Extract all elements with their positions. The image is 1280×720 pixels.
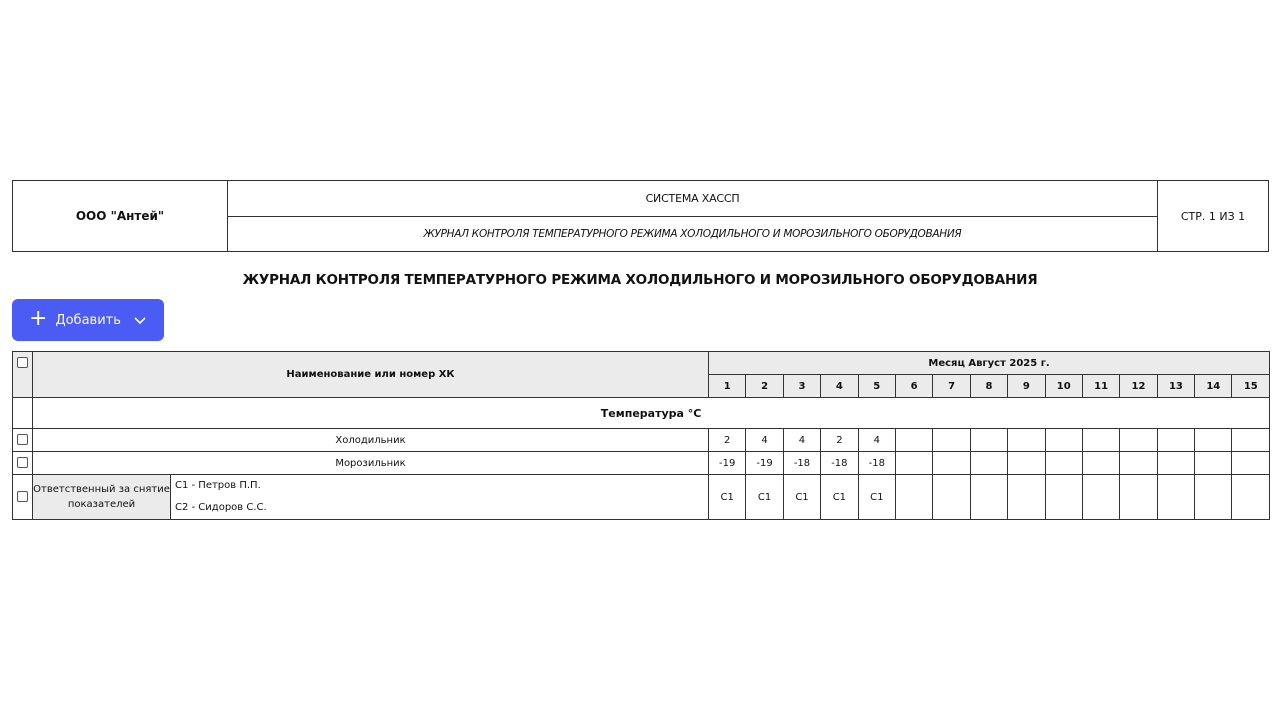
select-all-checkbox[interactable]	[17, 357, 28, 368]
responsible-persons	[171, 475, 709, 520]
day-header: 7	[933, 375, 970, 398]
value-cell[interactable]: -19	[746, 452, 783, 475]
value-cell[interactable]: -19	[709, 452, 746, 475]
add-button[interactable]	[12, 299, 164, 341]
value-cell[interactable]: 2	[821, 429, 858, 452]
value-cell[interactable]	[1008, 452, 1045, 475]
value-cell[interactable]: 4	[746, 429, 783, 452]
value-cell[interactable]	[933, 475, 970, 520]
day-header: 2	[746, 375, 783, 398]
day-header: 11	[1082, 375, 1119, 398]
select-all-checkbox-cell	[13, 352, 33, 398]
organization-name: ООО "Антей"	[13, 181, 228, 252]
value-cell[interactable]	[895, 475, 932, 520]
day-header: 14	[1195, 375, 1232, 398]
table-row	[13, 452, 1270, 475]
value-cell[interactable]: С1	[858, 475, 895, 520]
value-cell[interactable]: -18	[858, 452, 895, 475]
add-button-label: Добавить	[55, 312, 121, 328]
value-cell[interactable]	[1120, 475, 1157, 520]
value-cell[interactable]	[970, 429, 1007, 452]
section-spacer	[13, 398, 33, 429]
page-title: ЖУРНАЛ КОНТРОЛЯ ТЕМПЕРАТУРНОГО РЕЖИМА ХОЛОДИЛЬНОГО И МОРОЗИЛЬНОГО ОБОРУДОВАНИЯ	[242, 272, 1038, 288]
day-header: 13	[1157, 375, 1194, 398]
day-header: 5	[858, 375, 895, 398]
value-cell[interactable]	[1195, 429, 1232, 452]
day-header: 4	[821, 375, 858, 398]
value-cell[interactable]: 2	[709, 429, 746, 452]
value-cell[interactable]	[895, 429, 932, 452]
value-cell[interactable]: С1	[709, 475, 746, 520]
table-row	[13, 475, 1270, 520]
section-title: Температура °С	[33, 398, 1270, 429]
value-cell[interactable]	[1045, 475, 1082, 520]
day-header: 9	[1008, 375, 1045, 398]
day-header: 1	[709, 375, 746, 398]
value-cell[interactable]	[970, 475, 1007, 520]
day-header: 6	[895, 375, 932, 398]
value-cell[interactable]	[933, 452, 970, 475]
value-cell[interactable]	[1157, 475, 1194, 520]
row-checkbox[interactable]	[17, 457, 28, 468]
value-cell[interactable]	[1082, 475, 1119, 520]
table-row	[13, 429, 1270, 452]
value-cell[interactable]	[1120, 429, 1157, 452]
equipment-name: Морозильник	[33, 452, 709, 475]
month-header: Месяц Август 2025 г.	[709, 352, 1270, 375]
value-cell[interactable]	[1232, 452, 1270, 475]
row-checkbox[interactable]	[17, 491, 28, 502]
day-header: 3	[783, 375, 820, 398]
value-cell[interactable]	[1045, 429, 1082, 452]
value-cell[interactable]	[1008, 429, 1045, 452]
value-cell[interactable]	[1045, 452, 1082, 475]
value-cell[interactable]: С1	[746, 475, 783, 520]
value-cell[interactable]	[1008, 475, 1045, 520]
temperature-log-table	[12, 351, 1270, 520]
day-header: 15	[1232, 375, 1270, 398]
document-header	[12, 180, 1269, 252]
journal-name: ЖУРНАЛ КОНТРОЛЯ ТЕМПЕРАТУРНОГО РЕЖИМА ХОЛОДИЛЬНОГО И МОРОЗИЛЬНОГО ОБОРУДОВАНИЯ	[228, 217, 1158, 252]
value-cell[interactable]	[1157, 452, 1194, 475]
system-name: СИСТЕМА ХАССП	[228, 181, 1158, 217]
equipment-name: Холодильник	[33, 429, 709, 452]
chevron-down-icon	[133, 316, 147, 325]
value-cell[interactable]: 4	[783, 429, 820, 452]
value-cell[interactable]	[1232, 429, 1270, 452]
name-column-header: Наименование или номер ХК	[33, 352, 709, 398]
value-cell[interactable]	[1157, 429, 1194, 452]
value-cell[interactable]	[1082, 429, 1119, 452]
value-cell[interactable]	[1120, 452, 1157, 475]
page-number: СТР. 1 ИЗ 1	[1158, 181, 1269, 252]
day-header: 8	[970, 375, 1007, 398]
value-cell[interactable]	[1195, 452, 1232, 475]
value-cell[interactable]	[1232, 475, 1270, 520]
day-header: 10	[1045, 375, 1082, 398]
value-cell[interactable]	[1082, 452, 1119, 475]
value-cell[interactable]	[895, 452, 932, 475]
row-checkbox[interactable]	[17, 434, 28, 445]
responsible-person: С1 - Петров П.П.	[175, 480, 261, 491]
value-cell[interactable]	[970, 452, 1007, 475]
value-cell[interactable]: 4	[858, 429, 895, 452]
value-cell[interactable]: С1	[783, 475, 820, 520]
value-cell[interactable]: -18	[821, 452, 858, 475]
value-cell[interactable]: -18	[783, 452, 820, 475]
responsible-person: С2 - Сидоров С.С.	[175, 502, 267, 513]
value-cell[interactable]: С1	[821, 475, 858, 520]
value-cell[interactable]	[1195, 475, 1232, 520]
plus-icon: +	[29, 306, 48, 331]
day-header: 12	[1120, 375, 1157, 398]
responsible-label: Ответственный за снятие показателей	[33, 475, 171, 520]
value-cell[interactable]	[933, 429, 970, 452]
